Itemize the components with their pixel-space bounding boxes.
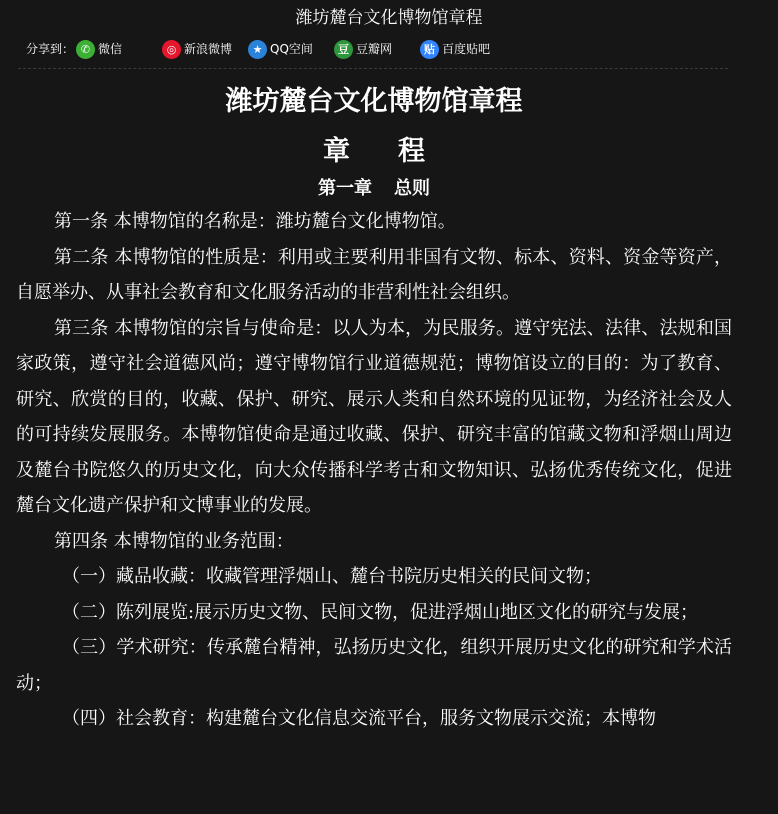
share-wechat-button[interactable]	[76, 38, 122, 60]
tieba-icon: 贴	[420, 40, 439, 59]
share-douban-button[interactable]	[334, 38, 392, 60]
business-scope-item: （二）陈列展览:展示历史文物、民间文物，促进浮烟山地区文化的研究与发展；	[62, 601, 699, 623]
share-douban-label: 豆瓣网	[356, 42, 393, 56]
article-title: 潍坊麓台文化博物馆章程	[225, 86, 523, 117]
share-weibo-label: 新浪微博	[184, 42, 233, 56]
qzone-icon: ★	[248, 40, 267, 59]
chapter-number: 第一章	[318, 178, 372, 199]
section-title: 章程	[323, 136, 473, 167]
business-scope-item: （四）社会教育：构建麓台文化信息交流平台，服务文物展示交流；本博物	[62, 708, 656, 729]
share-bar	[26, 38, 726, 60]
share-weibo-button[interactable]	[162, 38, 232, 60]
share-label: 分享到：	[26, 42, 75, 56]
douban-icon: 豆	[334, 40, 353, 59]
share-tieba-label: 百度贴吧	[442, 42, 491, 56]
article-paragraph: 第三条 本博物馆的宗旨与使命是：以人为本，为民服务。遵守宪法、法律、法规和国家政策，遵守社会道德风尚；遵守博物馆行业道德规范；博物馆设立的目的：为了教育、研究、欣赏的目的，收藏、保护、研究、展示人类和自然环境的见证物，为经济社会及人的可持续发展服务。本博物馆使命是通过收藏、保护、研究丰富的馆藏文物和浮烟山周边及麓台书院悠久的历史文化，向大众传播科学考古和文物知识、弘扬优秀传统文化，促进麓台文化遗产保护和文博事业的发展。	[16, 317, 732, 516]
article-paragraph: 第四条 本博物馆的业务范围：	[54, 530, 294, 552]
share-qzone-label: QQ空间	[270, 42, 313, 56]
wechat-icon: ✆	[76, 40, 95, 59]
weibo-icon: ◎	[162, 40, 181, 59]
article-paragraph: 第一条 本博物馆的名称是：潍坊麓台文化博物馆。	[54, 211, 456, 232]
article-body	[16, 76, 732, 737]
share-wechat-label: 微信	[98, 42, 123, 56]
business-scope-item: （一）藏品收藏：收藏管理浮烟山、麓台书院历史相关的民间文物；	[62, 566, 602, 587]
chapter-title	[16, 174, 732, 204]
page-header	[0, 0, 778, 72]
share-tieba-button[interactable]	[420, 38, 490, 60]
share-qzone-button[interactable]	[248, 38, 313, 60]
chapter-name: 总则	[394, 178, 430, 199]
article-paragraph: 第二条 本博物馆的性质是：利用或主要利用非国有文物、标本、资料、资金等资产，自愿举办、从事社会教育和文化服务活动的非营利性社会组织。	[16, 246, 732, 303]
business-scope-item: （三）学术研究：传承麓台精神，弘扬历史文化，组织开展历史文化的研究和学术活动；	[16, 637, 732, 694]
header-title: 潍坊麓台文化博物馆章程	[295, 8, 483, 28]
header-divider	[18, 68, 728, 69]
